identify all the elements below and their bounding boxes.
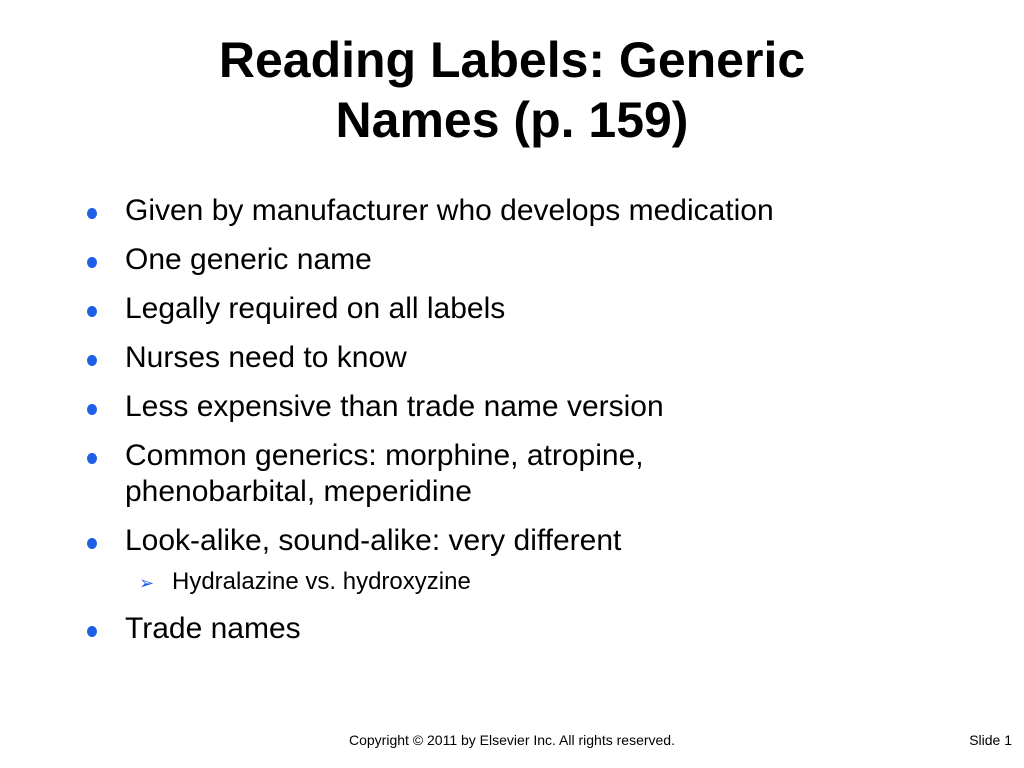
bullet-text: Look-alike, sound-alike: very different	[125, 524, 622, 557]
bullet-item	[85, 291, 965, 327]
sub-bullet-item	[85, 568, 965, 596]
bullet-dot-icon	[87, 626, 97, 637]
bullet-item	[85, 242, 965, 278]
bullet-dot-icon	[87, 208, 97, 219]
bullet-text: Given by manufacturer who develops medication	[125, 194, 774, 227]
bullet-dot-icon	[87, 538, 97, 549]
bullet-item	[85, 523, 965, 559]
slide-title-line-1: Reading Labels: Generic	[218, 32, 806, 88]
bullet-list	[85, 193, 965, 660]
bullet-dot-icon	[87, 306, 97, 317]
slide-title	[0, 30, 1024, 150]
bullet-dot-icon	[87, 257, 97, 268]
bullet-item	[85, 438, 765, 510]
bullet-text: One generic name	[125, 243, 372, 276]
bullet-text: Common generics: morphine, atropine, phenobarbital, meperidine	[125, 439, 644, 508]
copyright-footer: Copyright © 2011 by Elsevier Inc. All rights reserved.	[349, 732, 675, 748]
sub-bullet-text: Hydralazine vs. hydroxyzine	[172, 568, 471, 595]
bullet-item	[85, 611, 965, 647]
bullet-text: Legally required on all labels	[125, 292, 506, 325]
bullet-dot-icon	[87, 355, 97, 366]
bullet-dot-icon	[87, 453, 97, 464]
bullet-item	[85, 389, 965, 425]
bullet-text: Trade names	[125, 612, 301, 645]
slide-number: Slide 1	[969, 732, 1012, 748]
bullet-text: Less expensive than trade name version	[125, 390, 664, 423]
bullet-dot-icon	[87, 404, 97, 415]
slide-title-line-2: Names (p. 159)	[335, 92, 689, 148]
bullet-item	[85, 340, 965, 376]
arrowhead-bullet-icon: ➢	[139, 573, 155, 593]
bullet-item	[85, 193, 965, 229]
bullet-text: Nurses need to know	[125, 341, 407, 374]
